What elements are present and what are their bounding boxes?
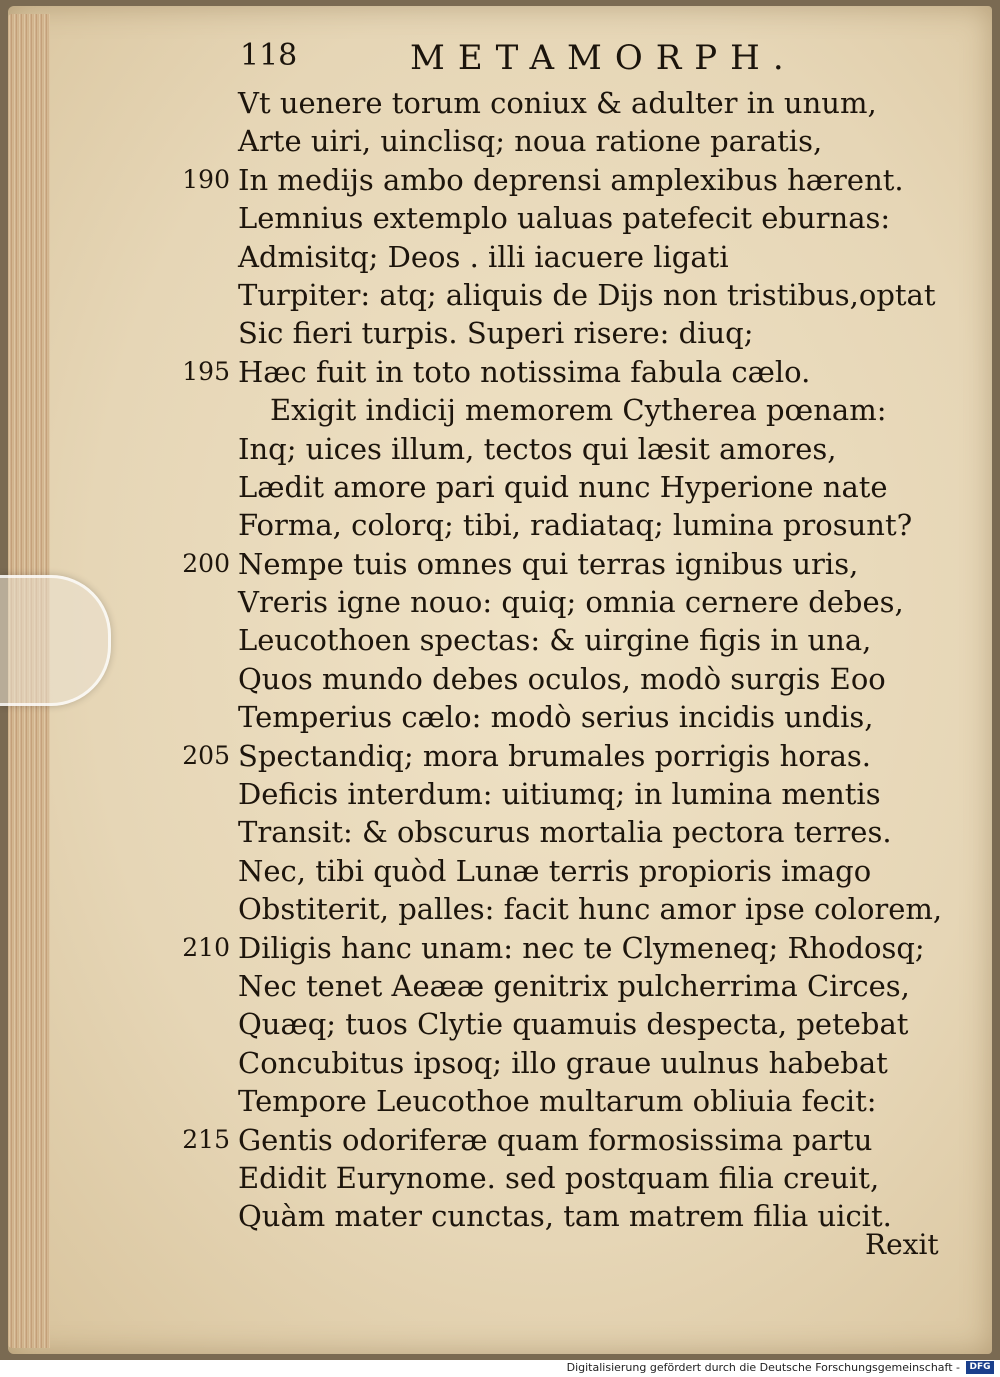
verse-text-line: Turpiter: atq; aliquis de Dijs non tristibus,optat <box>238 277 936 312</box>
verse-line <box>160 813 960 851</box>
line-number: 195 <box>182 356 230 386</box>
dfg-logo: DFG <box>966 1361 994 1374</box>
verse-line <box>160 314 960 352</box>
verse-line <box>160 967 960 1005</box>
running-title: METAMORPH. <box>410 38 797 78</box>
page-number: 118 <box>240 38 298 73</box>
verse-line <box>160 698 960 736</box>
verse-line <box>160 545 960 583</box>
verse-text-line: Admisitq; Deos . illi iacuere ligati <box>238 239 729 274</box>
verse-line <box>160 276 960 314</box>
verse-text-line: Exigit indicij memorem Cytherea pœnam: <box>270 393 887 428</box>
page-header <box>240 38 860 78</box>
verse-text-line: Vt uenere torum coniux & adulter in unum, <box>238 86 877 120</box>
verse-line <box>160 506 960 544</box>
verse-line <box>160 1197 960 1235</box>
verse-line <box>160 161 960 199</box>
verse-text-line: Tempore Leucothoe multarum obliuia fecit: <box>238 1084 877 1119</box>
verse-text-line: Vreris igne nouo: quiq; omnia cernere debes, <box>238 585 904 620</box>
verse-line <box>160 430 960 468</box>
verse-text-line: Nec, tibi quòd Lunæ terris propioris imago <box>238 853 872 888</box>
verse-text-line: Transit: & obscurus mortalia pectora terres. <box>238 815 892 850</box>
verse-line <box>160 1044 960 1082</box>
footer-bar <box>0 1360 1000 1377</box>
verse-text-line: Quàm mater cunctas, tam matrem filia uicit. <box>238 1199 892 1234</box>
verse-line <box>160 1005 960 1043</box>
catchword: Rexit <box>865 1228 939 1261</box>
verse-line <box>160 890 960 928</box>
line-number: 210 <box>182 932 230 962</box>
verse-text-line: Deficis interdum: uitiumq; in lumina mentis <box>238 777 881 812</box>
verse-text-line: In medijs ambo deprensi amplexibus hærent. <box>238 162 904 197</box>
verse-text-line: Hæc fuit in toto notissima fabula cælo. <box>238 354 811 389</box>
verse-text-line: Temperius cælo: modò serius incidis undis, <box>238 700 874 735</box>
page-clip <box>0 575 111 706</box>
verse-text-line: Concubitus ipsoq; illo graue uulnus habebat <box>238 1045 888 1080</box>
verse-line <box>160 122 960 160</box>
verse-line <box>160 468 960 506</box>
verse-line <box>160 84 960 122</box>
digitization-credit: Digitalisierung gefördert durch die Deutsche Forschungsgemeinschaft - <box>566 1361 960 1374</box>
verse-line <box>160 583 960 621</box>
verse-text-line: Lædit amore pari quid nunc Hyperione nate <box>238 469 888 504</box>
verse-line <box>160 391 960 429</box>
verse-text-line: Lemnius extemplo ualuas patefecit eburnas: <box>238 201 891 236</box>
verse-line <box>160 660 960 698</box>
verse-text-line: Nec tenet Aeææ genitrix pulcherrima Circes, <box>238 968 910 1003</box>
verse-line <box>160 929 960 967</box>
verse-text-line: Arte uiri, uinclisq; noua ratione paratis, <box>238 124 823 159</box>
verse-text-line: Obstiterit, palles: facit hunc amor ipse colorem, <box>238 892 943 927</box>
verse-line <box>160 1159 960 1197</box>
verse-line <box>160 1082 960 1120</box>
verse-line <box>160 621 960 659</box>
verse-line <box>160 775 960 813</box>
verse-text-line: Quæq; tuos Clytie quamuis despecta, petebat <box>238 1007 909 1042</box>
verse-text-line: Inq; uices illum, tectos qui læsit amores, <box>238 431 837 466</box>
verse-line <box>160 199 960 237</box>
verse-line <box>160 238 960 276</box>
verse-text-line: Forma, colorq; tibi, radiataq; lumina prosunt? <box>238 508 913 543</box>
verse-line <box>160 852 960 890</box>
line-number: 190 <box>182 164 230 194</box>
verse-text-line: Leucothoen spectas: & uirgine figis in una, <box>238 623 872 658</box>
verse-line <box>160 737 960 775</box>
verse-line <box>160 353 960 391</box>
verse-text-line: Sic fieri turpis. Superi risere: diuq; <box>238 316 754 351</box>
line-number: 215 <box>182 1124 230 1154</box>
line-number: 205 <box>182 740 230 770</box>
verse-text-line: Gentis odoriferæ quam formosissima partu <box>238 1122 873 1157</box>
verse-text-line: Edidit Eurynome. sed postquam filia creuit, <box>238 1160 880 1195</box>
verse-text-line: Nempe tuis omnes qui terras ignibus uris, <box>238 546 859 581</box>
verse-text <box>160 84 960 1236</box>
verse-text-line: Quos mundo debes oculos, modò surgis Eoo <box>238 661 886 696</box>
line-number: 200 <box>182 548 230 578</box>
verse-line <box>160 1121 960 1159</box>
verse-text-line: Spectandiq; mora brumales porrigis horas. <box>238 738 871 773</box>
verse-text-line: Diligis hanc unam: nec te Clymeneq; Rhodosq; <box>238 930 925 965</box>
